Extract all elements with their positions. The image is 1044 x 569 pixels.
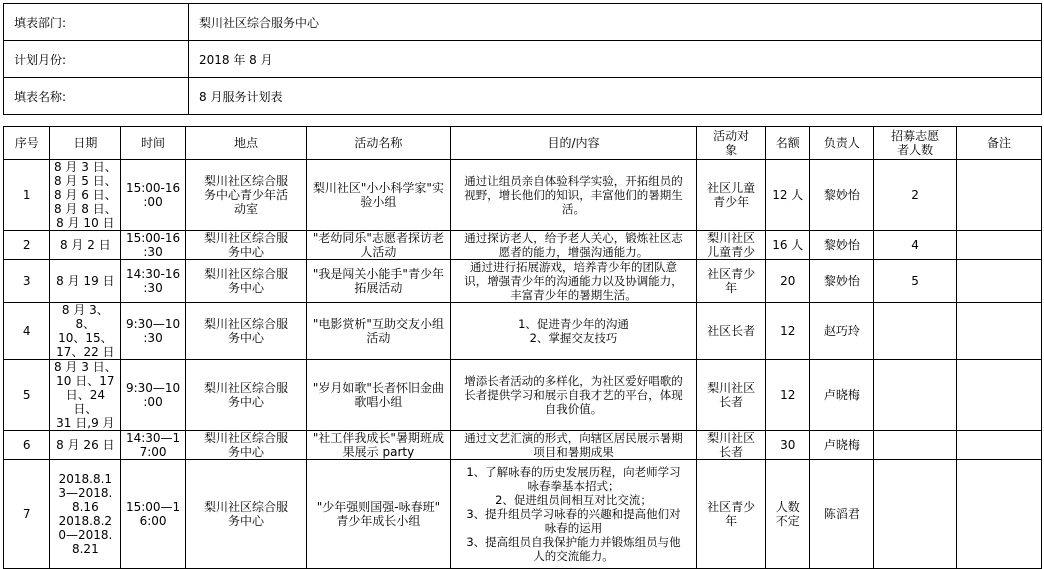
volunteer-count xyxy=(874,303,957,360)
service-plan-table xyxy=(3,126,1042,569)
activity-purpose: 1、了解咏春的历史发展历程，向老师学习 咏春拳基本招式； 2、促进组员间相互对比交流； 3、提升组员学习咏春的兴趣和提高他们对 咏春的运用 3、提高组员自我保护能力并锻炼组员与他 人的交流能力。 xyxy=(450,460,697,569)
remark xyxy=(957,303,1042,360)
activity-quota: 20 xyxy=(766,260,810,303)
column-header: 日期 xyxy=(50,127,121,160)
activity-date: 8 月 3 日、 10 日、17 日、24 日、 31 日,9 月 xyxy=(50,360,121,431)
table-row xyxy=(4,160,1042,231)
table-row xyxy=(4,360,1042,431)
activity-name: "岁月如歌"长者怀旧金曲 歌唱小组 xyxy=(307,360,451,431)
activity-time: 15:00—1 6:00 xyxy=(121,460,186,569)
activity-time: 9:30—10 :30 xyxy=(121,303,186,360)
activity-place: 梨川社区综合服 务中心 xyxy=(185,231,306,260)
activity-name: 梨川社区"小小科学家"实 验小组 xyxy=(307,160,451,231)
activity-place: 梨川社区综合服 务中心 xyxy=(185,431,306,460)
activity-quota: 12 xyxy=(766,303,810,360)
activity-quota: 12 xyxy=(766,360,810,431)
table-row xyxy=(4,231,1042,260)
activity-leader: 卢晓梅 xyxy=(810,431,874,460)
remark xyxy=(957,360,1042,431)
activity-target: 梨川社区 儿童青少 xyxy=(697,231,766,260)
remark xyxy=(957,431,1042,460)
activity-place: 梨川社区综合服 务中心青少年活 动室 xyxy=(185,160,306,231)
activity-purpose: 通过进行拓展游戏，培养青少年的团队意 识，增强青少年的沟通能力以及协调能力， 丰富青少年的暑期生活。 xyxy=(450,260,697,303)
remark xyxy=(957,260,1042,303)
activity-purpose: 通过文艺汇演的形式，向辖区居民展示暑期 项目和暑期成果 xyxy=(450,431,697,460)
volunteer-count: 4 xyxy=(874,231,957,260)
activity-purpose: 通过探访老人，给予老人关心，锻炼社区志 愿者的能力，增强沟通能力。 xyxy=(450,231,697,260)
activity-place: 梨川社区综合服 务中心 xyxy=(185,460,306,569)
activity-leader: 赵巧玲 xyxy=(810,303,874,360)
remark xyxy=(957,160,1042,231)
activity-place: 梨川社区综合服 务中心 xyxy=(185,303,306,360)
dept-label: 填表部门: xyxy=(4,4,189,41)
activity-date: 8 月 3、8、 10、15、 17、22 日 xyxy=(50,303,121,360)
activity-target: 梨川社区 长者 xyxy=(697,360,766,431)
table-row xyxy=(4,460,1042,569)
row-number: 6 xyxy=(4,431,50,460)
column-header: 负责人 xyxy=(810,127,874,160)
row-number: 4 xyxy=(4,303,50,360)
table-header-row xyxy=(4,127,1042,160)
column-header: 活动对 象 xyxy=(697,127,766,160)
activity-place: 梨川社区综合服 务中心 xyxy=(185,260,306,303)
form-name-row xyxy=(4,78,1042,115)
activity-quota: 30 xyxy=(766,431,810,460)
row-number: 5 xyxy=(4,360,50,431)
column-header: 活动名称 xyxy=(307,127,451,160)
row-number: 1 xyxy=(4,160,50,231)
activity-name: "电影赏析"互助交友小组 活动 xyxy=(307,303,451,360)
activity-time: 14:30—1 7:00 xyxy=(121,431,186,460)
activity-leader: 黎妙怡 xyxy=(810,231,874,260)
activity-target: 梨川社区 长者 xyxy=(697,431,766,460)
column-header: 招募志愿 者人数 xyxy=(874,127,957,160)
row-number: 2 xyxy=(4,231,50,260)
activity-name: "少年强则国强-咏春班" 青少年成长小组 xyxy=(307,460,451,569)
activity-target: 社区青少 年 xyxy=(697,460,766,569)
column-header: 时间 xyxy=(121,127,186,160)
column-header: 地点 xyxy=(185,127,306,160)
table-row xyxy=(4,260,1042,303)
activity-target: 社区儿童 青少年 xyxy=(697,160,766,231)
activity-leader: 陈滔君 xyxy=(810,460,874,569)
form-name-label: 填表名称: xyxy=(4,78,189,115)
form-header-table xyxy=(3,3,1042,115)
volunteer-count: 2 xyxy=(874,160,957,231)
activity-target: 社区青少 年 xyxy=(697,260,766,303)
activity-date: 8 月 2 日 xyxy=(50,231,121,260)
column-header: 目的/内容 xyxy=(450,127,697,160)
volunteer-count xyxy=(874,431,957,460)
activity-time: 15:00-16 :30 xyxy=(121,231,186,260)
dept-row xyxy=(4,4,1042,41)
activity-name: "我是闯关小能手"青少年 拓展活动 xyxy=(307,260,451,303)
activity-date: 8 月 19 日 xyxy=(50,260,121,303)
activity-time: 9:30—10 :00 xyxy=(121,360,186,431)
remark xyxy=(957,460,1042,569)
table-row xyxy=(4,303,1042,360)
activity-place: 梨川社区综合服 务中心 xyxy=(185,360,306,431)
activity-purpose: 增添长者活动的多样化，为社区爱好唱歌的 长者提供学习和展示自我才艺的平台，体现 自我价值。 xyxy=(450,360,697,431)
activity-quota: 16 人 xyxy=(766,231,810,260)
activity-target: 社区长者 xyxy=(697,303,766,360)
activity-date: 8 月 3 日、 8 月 5 日、 8 月 6 日、 8 月 8 日、 8 月 10 日 xyxy=(50,160,121,231)
remark xyxy=(957,231,1042,260)
activity-name: "老幼同乐"志愿者探访老 人活动 xyxy=(307,231,451,260)
activity-name: "社工伴我成长"暑期班成 果展示 party xyxy=(307,431,451,460)
row-number: 7 xyxy=(4,460,50,569)
activity-time: 15:00-16 :00 xyxy=(121,160,186,231)
activity-leader: 卢晓梅 xyxy=(810,360,874,431)
activity-date: 2018.8.1 3—2018. 8.16 2018.8.2 0—2018. 8.21 xyxy=(50,460,121,569)
activity-quota: 人数 不定 xyxy=(766,460,810,569)
activity-leader: 黎妙怡 xyxy=(810,160,874,231)
volunteer-count xyxy=(874,460,957,569)
activity-date: 8 月 26 日 xyxy=(50,431,121,460)
dept-value: 梨川社区综合服务中心 xyxy=(189,4,1042,41)
row-number: 3 xyxy=(4,260,50,303)
column-header: 备注 xyxy=(957,127,1042,160)
activity-quota: 12 人 xyxy=(766,160,810,231)
activity-purpose: 通过让组员亲自体验科学实验，开拓组员的 视野，增长他们的知识，丰富他们的暑期生 活。 xyxy=(450,160,697,231)
activity-time: 14:30-16 :30 xyxy=(121,260,186,303)
form-name-value: 8 月服务计划表 xyxy=(189,78,1042,115)
volunteer-count xyxy=(874,360,957,431)
table-row xyxy=(4,431,1042,460)
volunteer-count: 5 xyxy=(874,260,957,303)
column-header: 名额 xyxy=(766,127,810,160)
month-row xyxy=(4,41,1042,78)
month-label: 计划月份: xyxy=(4,41,189,78)
column-header: 序号 xyxy=(4,127,50,160)
activity-purpose: 1、促进青少年的沟通 2、掌握交友技巧 xyxy=(450,303,697,360)
activity-leader: 黎妙怡 xyxy=(810,260,874,303)
month-value: 2018 年 8 月 xyxy=(189,41,1042,78)
